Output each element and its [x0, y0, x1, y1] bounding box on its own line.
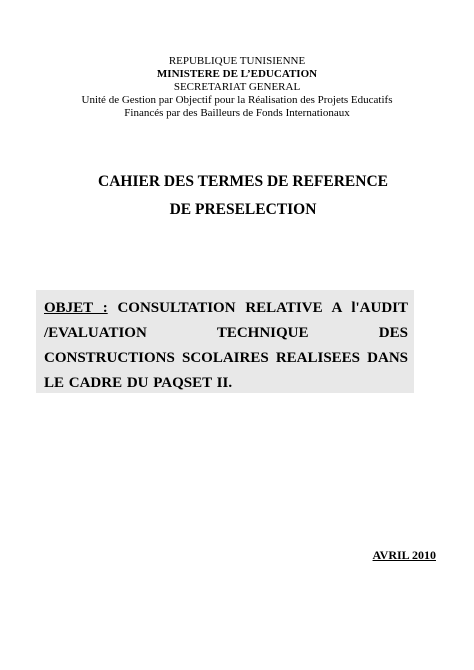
- document-title-line-2: DE PRESELECTION: [169, 201, 317, 218]
- objet-paragraph: [44, 296, 408, 396]
- document-date: AVRIL 2010: [372, 548, 436, 562]
- header-unit: Unité de Gestion par Objectif pour la Réalisation des Projets Educatifs: [81, 94, 393, 106]
- header-funding: Financés par des Bailleurs de Fonds Internationaux: [124, 107, 350, 119]
- header-republic: REPUBLIQUE TUNISIENNE: [168, 55, 306, 67]
- objet-label: OBJET :: [44, 300, 108, 316]
- header-secretariat: SECRETARIAT GENERAL: [173, 81, 301, 93]
- objet-text: CONSULTATION RELATIVE A l'AUDIT /EVALUATION TECHNIQUE DES CONSTRUCTIONS SCOLAIRES REALISEES DANS LE CADRE DU PAQSET II.: [44, 300, 408, 391]
- document-header: [0, 55, 474, 120]
- document-title-line-1: CAHIER DES TERMES DE REFERENCE: [98, 173, 388, 190]
- objet-box: [36, 290, 414, 393]
- header-ministry: MINISTERE DE L’EDUCATION: [156, 68, 318, 80]
